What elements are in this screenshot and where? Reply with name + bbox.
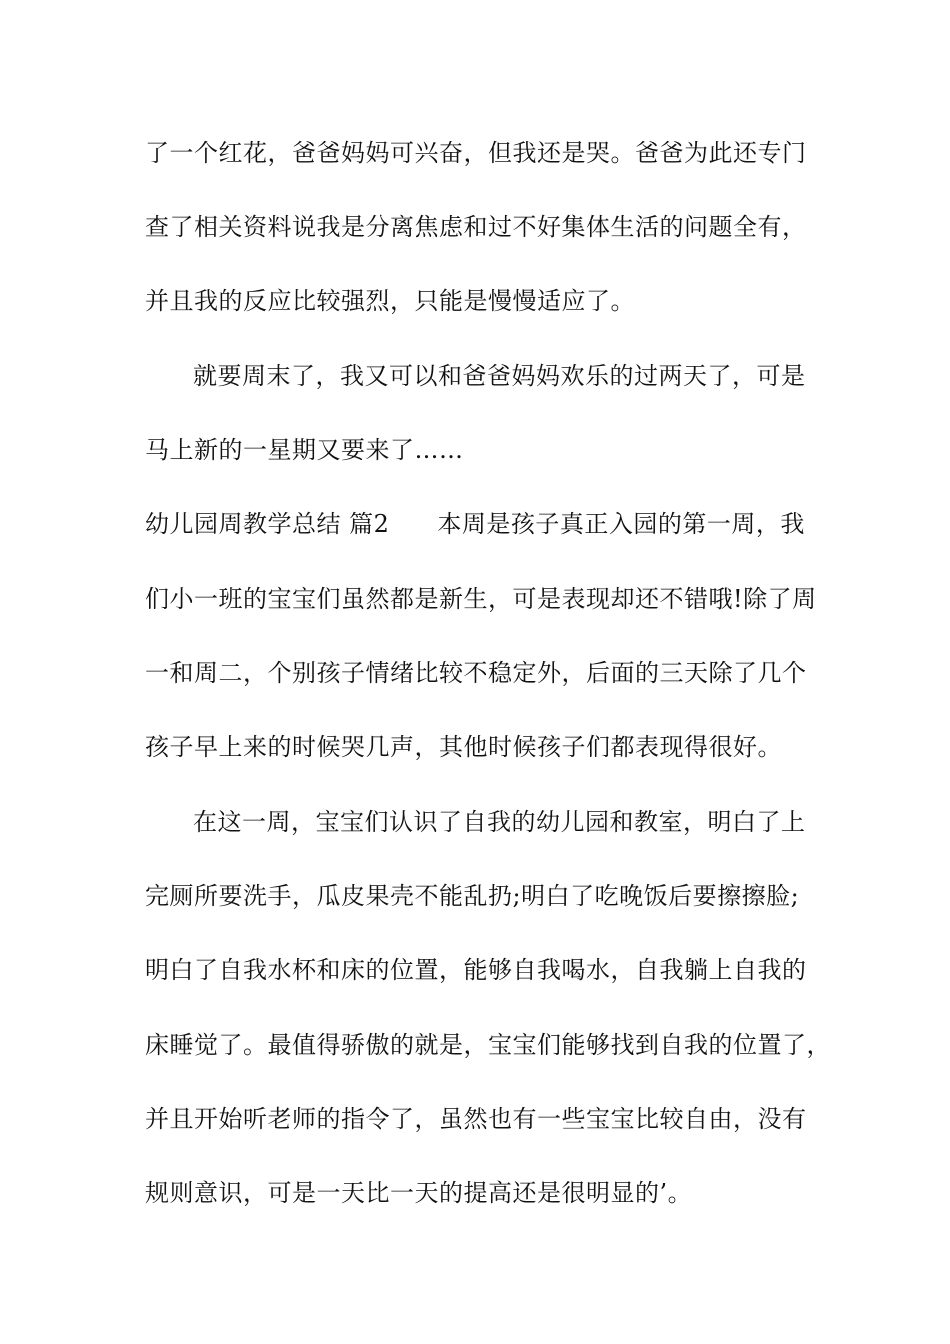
text-line: 了一个红花，爸爸妈妈可兴奋，但我还是哭。爸爸为此还专门 (145, 139, 807, 167)
text-line: 马上新的一星期又要来了…… (145, 436, 464, 464)
text-line: 在这一周，宝宝们认识了自我的幼儿园和教室，明白了上 (193, 808, 806, 836)
section-heading-line (145, 509, 805, 539)
text-line: 并且开始听老师的指令了，虽然也有一些宝宝比较自由，没有 (145, 1105, 807, 1133)
section-heading: 幼儿园周教学总结 篇2 (145, 510, 390, 538)
text-line: 一和周二，个别孩子情绪比较不稳定外，后面的三天除了几个 (145, 659, 807, 687)
text-line: 并且我的反应比较强烈，只能是慢慢适应了。 (145, 287, 635, 315)
text-line: 明白了自我水杯和床的位置，能够自我喝水，自我躺上自我的 (145, 956, 807, 984)
text-line: 床睡觉了。最值得骄傲的就是，宝宝们能够找到自我的位置了， (145, 1031, 831, 1059)
text-line: 们小一班的宝宝们虽然都是新生，可是表现却还不错哦!除了周 (145, 585, 817, 613)
text-line: 就要周末了，我又可以和爸爸妈妈欢乐的过两天了，可是 (193, 362, 806, 390)
text-line: 孩子早上来的时候哭几声，其他时候孩子们都表现得很好。 (145, 733, 782, 761)
text-line: 完厕所要洗手，瓜皮果壳不能乱扔;明白了吃晚饭后要擦擦脸; (145, 882, 800, 910)
text-line: 规则意识，可是一天比一天的提高还是很明显的’。 (145, 1179, 693, 1207)
section-first-line: 本周是孩子真正入园的第一周，我 (437, 510, 805, 538)
text-line: 查了相关资料说我是分离焦虑和过不好集体生活的问题全有， (145, 213, 807, 241)
